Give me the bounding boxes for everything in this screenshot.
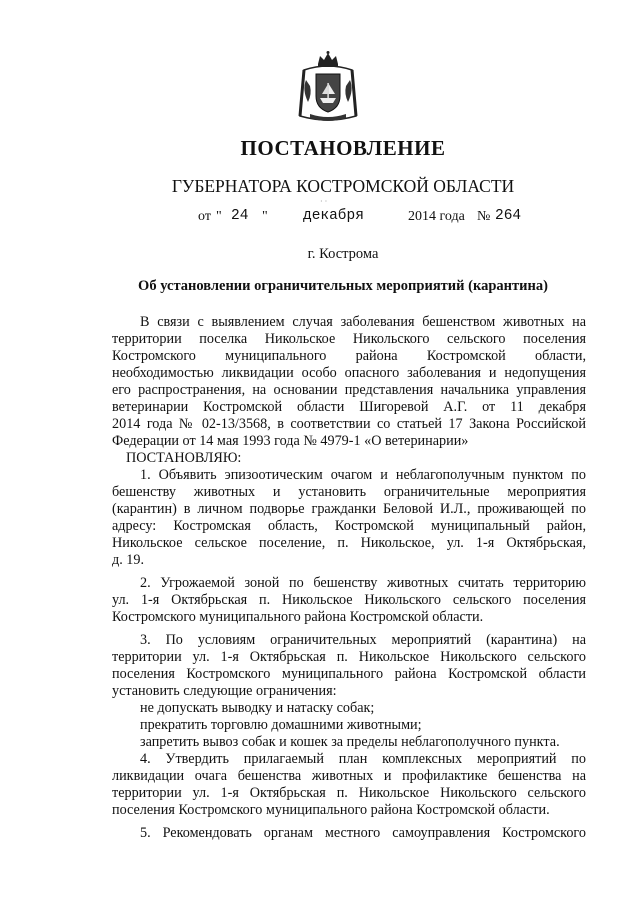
resolution-word: ПОСТАНОВЛЯЮ:	[126, 450, 242, 466]
body-line: 4. Утвердить прилагаемый план комплексных мероприятий по	[140, 751, 586, 767]
document-heading: Об установлении ограничительных мероприятий (карантина)	[138, 278, 548, 294]
body-line: ул. 1-я Октябрьская п. Никольское Никольского сельского поселения	[112, 592, 586, 608]
body-line: Костромского муниципального района Костромской области.	[112, 609, 484, 625]
body-line: Никольское сельское поселение, п. Никольское, ул. 1-я Октябрьская,	[112, 535, 586, 551]
body-line: необходимостью ликвидации особо опасного заболевания и недопущения	[112, 365, 586, 381]
body-line: его распространения, на основании представления начальника управления	[112, 382, 586, 398]
date-prefix: от	[198, 209, 211, 224]
restriction-item: запретить вывоз собак и кошек за пределы неблагополучного пункта.	[140, 734, 560, 750]
body-line: ликвидации очага бешенства животных и профилактике бешенства на	[112, 768, 586, 784]
date-year: 2014 года	[408, 209, 465, 224]
body-line: В связи с выявлением случая заболевания бешенством животных на	[140, 314, 586, 330]
date-close-quote: "	[262, 209, 268, 224]
document-number: 264	[495, 208, 522, 224]
body-line: поселения Костромского муниципального района Костромской области.	[112, 802, 550, 818]
number-sign: №	[477, 209, 491, 224]
body-line: 3. По условиям ограничительных мероприятий (карантина) на	[140, 632, 586, 648]
coat-of-arms-emblem	[296, 50, 360, 126]
date-open-quote: "	[216, 209, 222, 224]
body-line: территории поселка Никольское Никольского сельского поселения	[112, 331, 586, 347]
restriction-item: прекратить торговлю домашними животными;	[140, 717, 422, 733]
body-line: Федерации от 14 мая 1993 года № 4979-1 «О ветеринарии»	[112, 433, 469, 449]
body-line: 2. Угрожаемой зоной по бешенству животных считать территорию	[140, 575, 586, 591]
document-body	[112, 314, 586, 842]
body-line: адресу: Костромская область, Костромской муниципальный район,	[112, 518, 586, 534]
body-line: 2014 года № 02-13/3568, в соответствии со статьей 17 Закона Российской	[112, 416, 586, 432]
body-line: поселения Костромского муниципального района Костромской области	[112, 666, 586, 682]
body-line: 1. Объявить эпизоотическим очагом и неблагополучным пунктом по	[140, 467, 586, 483]
body-line: Костромского муниципального района Костромской области,	[112, 348, 586, 364]
body-line: 5. Рекомендовать органам местного самоуправления Костромского	[140, 825, 586, 841]
body-line: (карантин) в личном подворье гражданки Беловой И.Л., проживающей по	[112, 501, 586, 517]
body-line: территории ул. 1-я Октябрьская п. Никольское Никольского сельского	[112, 785, 586, 801]
date-month: декабря	[303, 208, 364, 224]
body-line: территории ул. 1-я Октябрьская п. Никольское Никольского сельского	[112, 649, 586, 665]
document-type-title: ПОСТАНОВЛЕНИЕ	[240, 136, 446, 160]
issuer-subtitle: ГУБЕРНАТОРА КОСТРОМСКОЙ ОБЛАСТИ	[171, 176, 515, 196]
date-day: 24	[231, 208, 249, 224]
city-line: г. Кострома	[307, 246, 379, 262]
body-line: ветеринарии Костромской области Шигоревой А.Г. от 11 декабря	[112, 399, 586, 415]
body-line: д. 19.	[112, 552, 145, 568]
body-line: установить следующие ограничения:	[112, 683, 337, 699]
restriction-item: не допускать выводку и натаску собак;	[140, 700, 375, 716]
body-line: бешенству животных и установить ограничительные мероприятия	[112, 484, 586, 500]
